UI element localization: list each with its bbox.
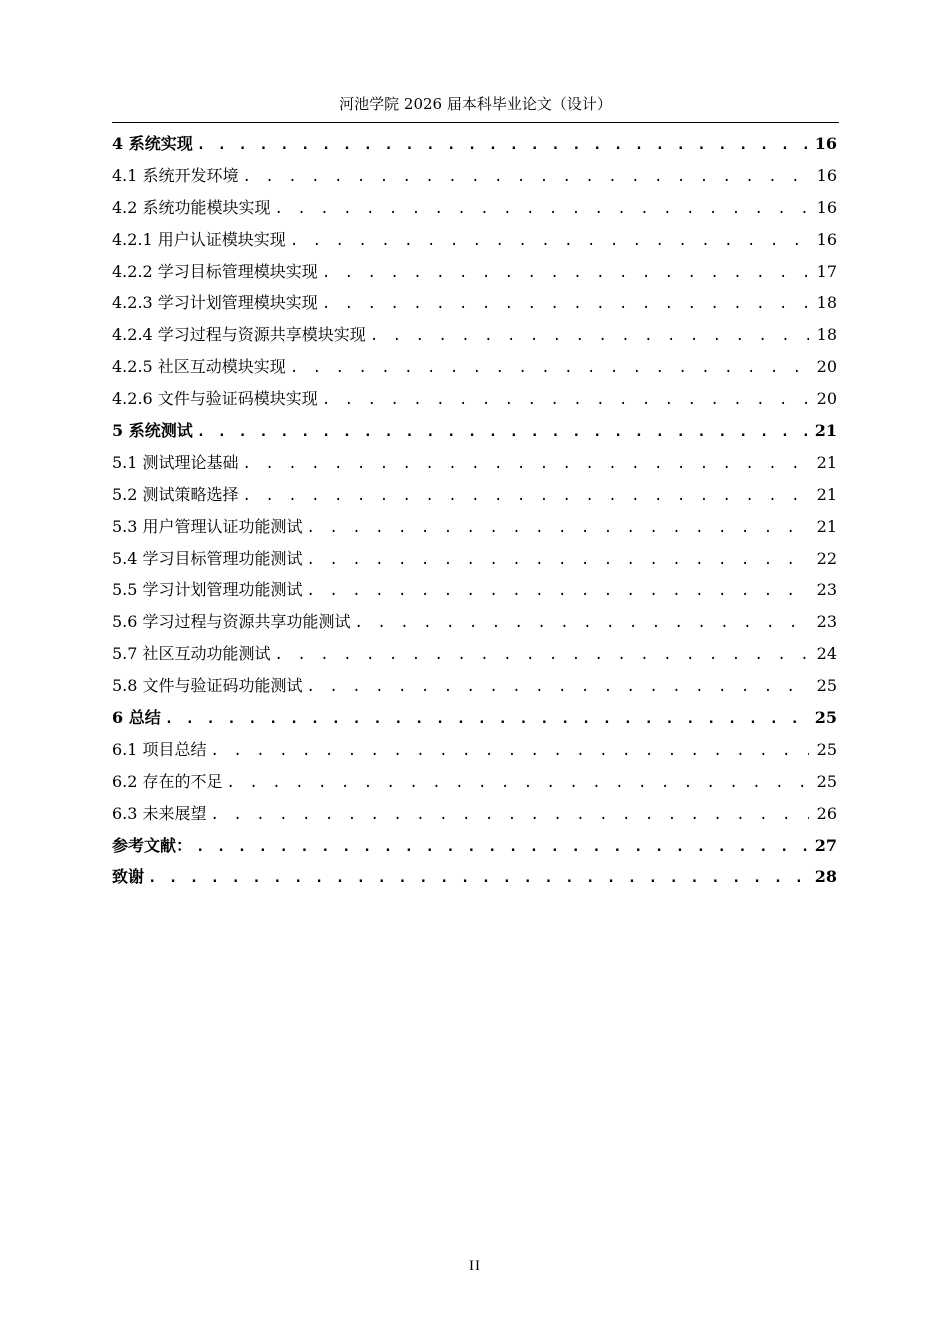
toc-entry[interactable] [112,256,837,288]
toc-entry[interactable] [112,798,837,830]
toc-entry-title: 4.2.5 社区互动模块实现 [112,357,286,377]
toc-dot-leader [275,194,809,224]
toc-entry-page: 16 [816,229,837,249]
toc-dot-leader [307,545,809,575]
toc-entry-title: 5.8 文件与验证码功能测试 [112,676,303,696]
toc-entry-title: 6 总结 [112,708,161,728]
toc-dot-leader [211,800,809,830]
toc-entry-title: 5 系统测试 [112,421,193,441]
toc-entry-title: 4 系统实现 [112,134,193,153]
toc-entry-title: 6.2 存在的不足 [112,771,223,791]
toc-entry-page: 18 [816,293,837,313]
toc-entry[interactable] [112,830,837,862]
toc-dot-leader [243,162,809,192]
toc-entry[interactable] [112,766,837,798]
toc-entry-page: 21 [816,516,837,536]
toc-dot-leader [243,449,809,479]
toc-entry[interactable] [112,670,837,702]
toc-entry-title: 4.2 系统功能模块实现 [112,197,271,217]
toc-entry-page: 21 [816,452,837,472]
toc-dot-leader [148,863,809,893]
toc-entry-page: 25 [816,771,837,791]
toc-entry-page: 18 [816,325,837,345]
toc-dot-leader [370,321,809,351]
toc-dot-leader [243,481,809,511]
toc-entry-title: 致谢 [112,867,145,887]
toc-dot-leader [307,513,809,543]
toc-dot-leader [211,736,809,766]
toc-entry-title: 4.2.4 学习过程与资源共享模块实现 [112,325,366,345]
toc-entry[interactable] [112,383,837,415]
toc-entry-title: 4.2.2 学习目标管理模块实现 [112,261,318,281]
toc-entry[interactable] [112,192,837,224]
toc-entry-title: 5.3 用户管理认证功能测试 [112,516,303,536]
toc-entry[interactable] [112,734,837,766]
toc-entry[interactable] [112,224,837,256]
toc-entry-page: 25 [816,676,837,696]
toc-entry[interactable] [112,128,837,160]
toc-dot-leader [290,353,809,383]
toc-entry[interactable] [112,702,837,734]
toc-entry-title: 5.6 学习过程与资源共享功能测试 [112,612,351,632]
toc-dot-leader [165,704,809,734]
toc-dot-leader [322,385,809,415]
toc-entry-page: 23 [816,580,837,600]
toc-entry[interactable] [112,319,837,351]
toc-entry-page: 22 [816,548,837,568]
toc-entry-title: 4.2.1 用户认证模块实现 [112,229,286,249]
header-rule [112,122,839,123]
toc-entry-title: 6.3 未来展望 [112,803,207,823]
toc-dot-leader [290,226,809,256]
toc-entry-page: 25 [816,739,837,759]
toc-dot-leader [197,417,809,447]
toc-dot-leader [307,576,809,606]
toc-dot-leader [322,289,809,319]
running-header: 河池学院 2026 届本科毕业论文（设计） [339,95,612,113]
page-number: II [469,1258,481,1274]
toc-entry-page: 25 [814,708,837,728]
toc-dot-leader [197,130,809,160]
toc-dot-leader [275,640,809,670]
toc-entry-page: 27 [814,835,837,855]
toc-entry-page: 20 [816,357,837,377]
toc-entry[interactable] [112,447,837,479]
toc-dot-leader [307,672,809,702]
toc-entry[interactable] [112,861,837,893]
toc-entry-title: 5.1 测试理论基础 [112,452,239,472]
toc-entry[interactable] [112,638,837,670]
toc-entry-title: 4.1 系统开发环境 [112,165,239,185]
toc-entry[interactable] [112,415,837,447]
toc-entry-page: 26 [816,803,837,823]
toc-dot-leader [196,832,809,862]
toc-entry[interactable] [112,160,837,192]
toc-dot-leader [227,768,809,798]
toc-entry[interactable] [112,511,837,543]
toc-entry-title: 6.1 项目总结 [112,739,207,759]
toc-entry[interactable] [112,351,837,383]
toc-entry-title: 5.2 测试策略选择 [112,484,239,504]
toc-entry[interactable] [112,479,837,511]
toc-entry-page: 28 [814,867,837,887]
toc-entry-title: 4.2.6 文件与验证码模块实现 [112,389,318,409]
toc-entry-page: 21 [814,421,837,441]
toc-dot-leader [322,258,809,288]
toc-entry[interactable] [112,543,837,575]
toc-entry-title: 4.2.3 学习计划管理模块实现 [112,293,318,313]
toc-entry[interactable] [112,606,837,638]
toc-entry-title: 5.7 社区互动功能测试 [112,644,271,664]
toc-entry-page: 16 [814,134,837,153]
toc-dot-leader [355,608,809,638]
toc-entry-title: 参考文献： [112,835,193,855]
toc-entry-page: 23 [816,612,837,632]
toc-entry-page: 21 [816,484,837,504]
toc-entry[interactable] [112,287,837,319]
toc-entry-page: 16 [816,197,837,217]
toc-entry-page: 24 [816,644,837,664]
table-of-contents [112,128,837,893]
toc-entry-page: 16 [816,165,837,185]
toc-entry[interactable] [112,574,837,606]
toc-entry-title: 5.4 学习目标管理功能测试 [112,548,303,568]
toc-entry-page: 17 [816,261,837,281]
toc-entry-title: 5.5 学习计划管理功能测试 [112,580,303,600]
toc-entry-page: 20 [816,389,837,409]
